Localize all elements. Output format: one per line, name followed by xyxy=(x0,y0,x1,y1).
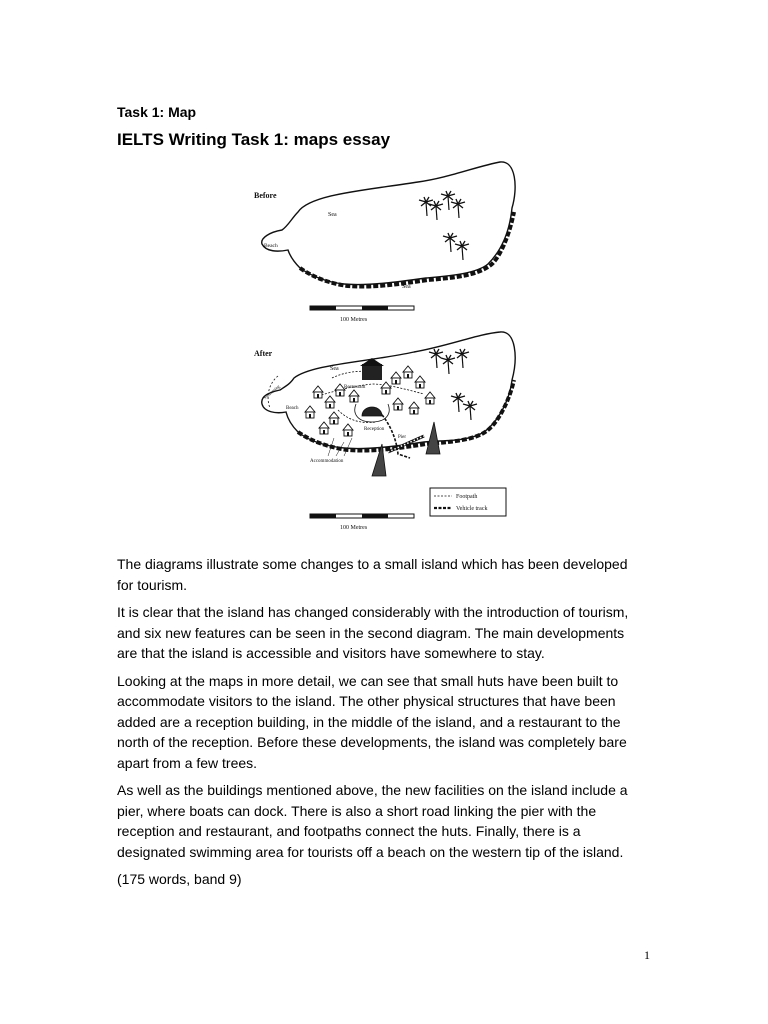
before-map xyxy=(254,162,515,323)
after-scale-bar xyxy=(310,514,414,518)
paragraph-word-count: (175 words, band 9) xyxy=(117,871,242,887)
paragraph-intro: The diagrams illustrate some changes to a small island which has been developed for tourism. xyxy=(117,556,628,593)
after-map xyxy=(254,332,515,531)
before-sea-bottom-label: Sea xyxy=(402,284,411,290)
after-beach-label: Beach xyxy=(286,406,299,411)
before-scale-label: 100 Metres xyxy=(340,317,368,323)
before-scale-bar xyxy=(310,306,414,310)
paragraph-detail-1: Looking at the maps in more detail, we can see that small huts have been built to accommodate visitors to the island. The other physical structures that have been added are a reception building, in the middle of the island, and a restaurant to the north of the reception. Before these developments, the island was completely bare apart from a few trees. xyxy=(117,672,627,771)
essay-body xyxy=(117,554,647,897)
paragraph-detail-2: As well as the buildings mentioned above, the new facilities on the island include a pier, where boats can dock. There is also a short road linking the pier with the reception and restaurant, and footpaths connect the huts. Finally, there is a designated swimming area for tourists off a beach on the western tip of the island. xyxy=(117,782,628,860)
island-maps-figure xyxy=(248,158,520,544)
paragraph-overview: It is clear that the island has changed considerably with the introduction of tourism, and six new features can be seen in the second diagram. The main developments are that the island is accessible and visitors have somewhere to stay. xyxy=(117,604,629,661)
before-beach-label: Beach xyxy=(264,243,278,249)
restaurant-building xyxy=(362,364,382,380)
page-number: 1 xyxy=(644,948,650,962)
after-legend xyxy=(430,488,506,516)
task-label: Task 1: Map xyxy=(117,104,197,120)
pier-label: Pier xyxy=(398,435,407,440)
restaurant-label: Restaurant xyxy=(344,385,366,390)
accommodation-label: Accommodation xyxy=(310,459,344,464)
before-island-shape xyxy=(262,162,515,285)
before-heading: Before xyxy=(254,191,277,200)
legend-footpath-label: Footpath xyxy=(456,494,478,500)
reception-label: Reception xyxy=(364,427,385,432)
swimming-label: Swimming xyxy=(262,383,281,401)
after-heading: After xyxy=(254,349,273,358)
document-title: IELTS Writing Task 1: maps essay xyxy=(117,130,391,149)
before-sea-top-label: Sea xyxy=(328,212,337,218)
legend-vehicle-track-label: Vehicle track xyxy=(456,506,488,512)
after-scale-label: 100 Metres xyxy=(340,525,368,531)
after-sea-label: Sea xyxy=(330,366,339,372)
island-maps-svg xyxy=(248,158,520,544)
